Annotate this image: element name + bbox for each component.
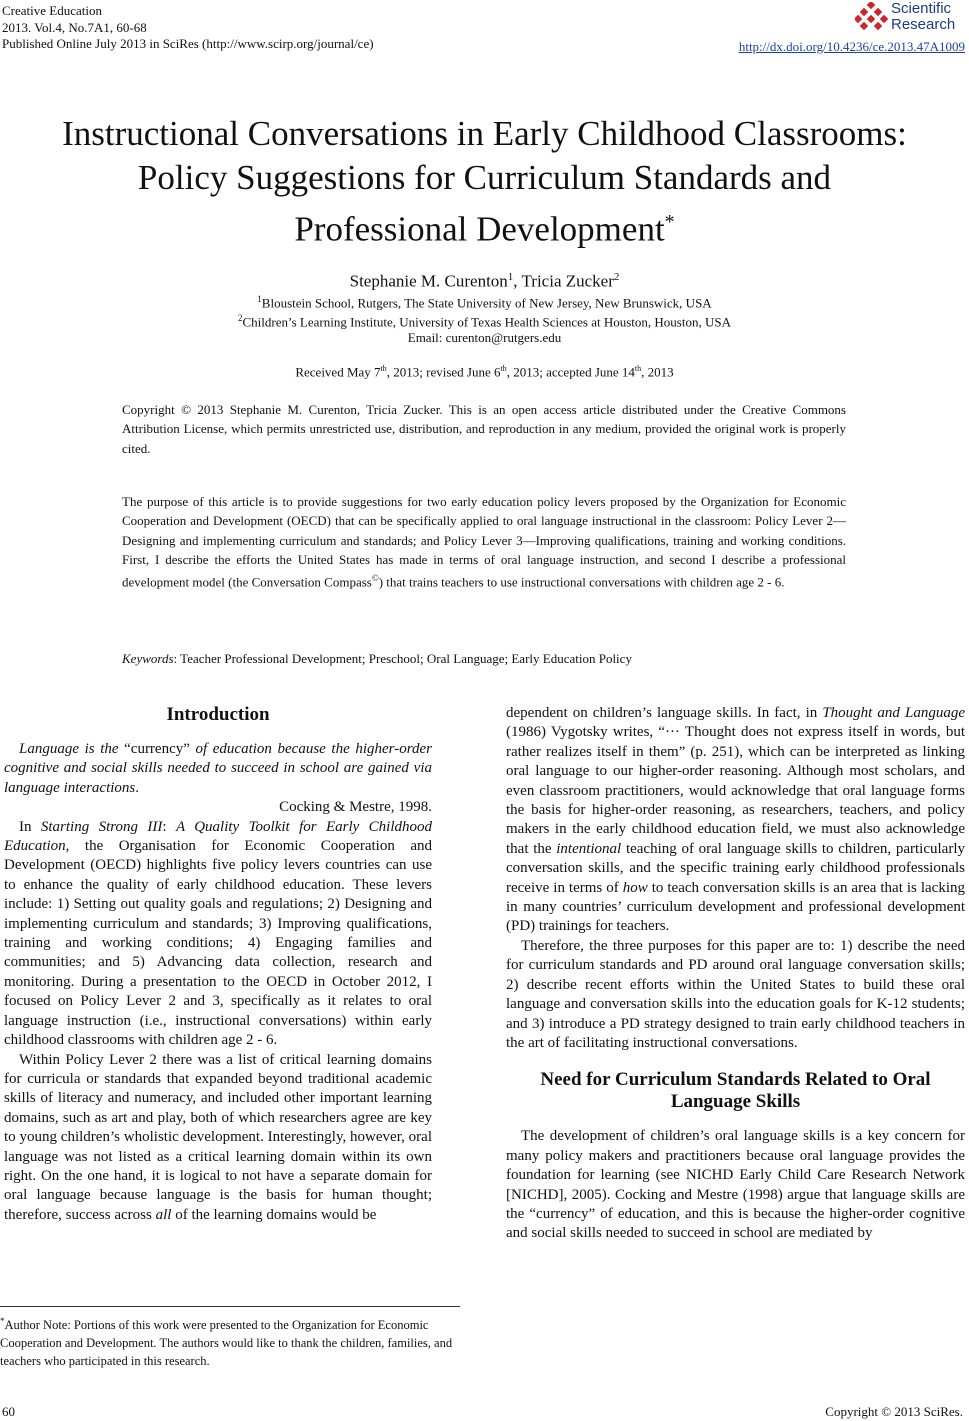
author-separator: , xyxy=(513,271,522,291)
dates-part-4: , 2013 xyxy=(641,364,674,380)
intro-paragraph-1 xyxy=(4,818,432,1051)
title-line-3 xyxy=(0,200,969,252)
dates-part-1: Received May 7 xyxy=(295,364,381,380)
keywords-label: Keywords xyxy=(122,651,174,666)
logo-line-1: Scientific xyxy=(891,0,952,17)
article-title xyxy=(0,112,969,252)
affiliation-2-sup: 2 xyxy=(238,313,243,323)
footnote-text: Author Note: Portions of this work were presented to the Organization for Economic Cooperation and Development. The authors would like to thank the children, families, and teachers who participated in this research. xyxy=(0,1318,453,1369)
logo-line-2: Research xyxy=(891,16,956,33)
epigraph xyxy=(4,740,432,798)
intro-p2-a: Within Policy Lever 2 there was a list of critical learning domains for curricula or standards that expanded beyond traditional academic skills of literacy and numeracy, and included other important learning domains, such as art and play, both of which researchers agree are key to young children’s wholistic development. Interestingly, however, oral language was not listed as a critical learning domain within its own right. On the one hand, it is logical to not have a separate domain for oral language because language is the basis for human thought; therefore, success across xyxy=(4,1051,432,1223)
intro-p1-a: In xyxy=(19,818,41,835)
doi-link[interactable]: http://dx.doi.org/10.4236/ce.2013.47A1009 xyxy=(738,39,965,54)
title-line-2: Policy Suggestions for Curriculum Standards and xyxy=(137,158,832,197)
right-paragraph-1 xyxy=(506,704,965,937)
author-footnote xyxy=(0,1312,460,1370)
epigraph-citation: Cocking & Mestre, 1998. xyxy=(279,799,432,816)
page-number: 60 xyxy=(2,1404,15,1419)
abstract-copyright-mark: © xyxy=(371,573,379,584)
dates-part-3: , 2013; accepted June 14 xyxy=(506,364,635,380)
author-line xyxy=(0,266,969,293)
title-footnote-mark: * xyxy=(664,211,675,233)
right-p1-intentional: intentional xyxy=(556,840,622,857)
intro-heading: Introduction xyxy=(166,704,270,725)
abstract-part-1: The purpose of this article is to provide suggestions for two early education policy levers proposed by the Organization for Economic Cooperation and Development (OECD) that can be specifically applied to oral language instructional in the classroom: Policy Lever 2—Designing and implementing curriculum and standards; and Policy Lever 3—Improving qualifications, training and working conditions. First, I describe the efforts the United States has made in terms of oral language instruction, and second I describe a professional development model (the Conversation Compass xyxy=(122,494,846,590)
right-p1-c: (1986) Vygotsky writes, “··· Thought does not express itself in words, but rather realizes itself in them” (p. 251), which can be interpreted as linking oral language to our higher-order reasoning. Although most scholars, and even classroom practitioners, would acknowledge that oral language forms the basis for higher-order reasoning, as researchers, teachers, and policy makers in the early childhood education field, we must also acknowledge that the xyxy=(506,724,965,857)
journal-header xyxy=(2,3,374,53)
intro-p1-e: , the Organisation for Economic Cooperation and Development (OECD) highlights five policy levers countries can use to enhance the quality of early childhood education. These levers include: 1) Setting out quality goals and regulations; 2) Designing and implementing curriculum and standards; 3) Improving qualifications, training and working conditions; 4) Engaging families and communities; and 5) Advancing data collection, research and monitoring. During a presentation to the OECD in October 2012, I focused on Policy Lever 2 and 3, specifically as it relates to oral language instruction (i.e., instructional conversations) within early childhood classrooms with children age 2 - 6. xyxy=(4,838,432,1049)
journal-name: Creative Education xyxy=(2,3,102,18)
abstract-part-2: ) that trains teachers to use instructional conversations with children age 2 - 6. xyxy=(378,574,785,590)
epigraph-period: . xyxy=(135,779,139,796)
need-heading: Need for Curriculum Standards Related to Oral Language Skills xyxy=(540,1069,931,1113)
title-line-3-text: Professional Development xyxy=(294,209,665,249)
affiliation-1-text: Bloustein School, Rutgers, The State University of New Jersey, New Brunswick, USA xyxy=(261,295,712,311)
author-1: Stephanie M. Curenton xyxy=(349,271,508,291)
dates-sup-1: th xyxy=(380,364,387,373)
author-1-sup: 1 xyxy=(507,271,514,283)
abstract xyxy=(122,492,846,592)
intro-p1-c: : xyxy=(162,818,176,835)
keywords-text: : Teacher Professional Development; Preschool; Oral Language; Early Education Policy xyxy=(173,651,632,666)
affiliation-1-sup: 1 xyxy=(257,294,262,304)
journal-volume: 2013. Vol.4, No.7A1, 60-68 xyxy=(2,19,147,35)
author-2-sup: 2 xyxy=(613,271,620,283)
right-p1-g: to teach conversation skills is an area that is lacking in many countries’ curriculum development and professional development (PD) trainings for teachers. xyxy=(506,879,966,935)
intro-paragraph-2 xyxy=(4,1051,432,1226)
right-p1-e: teaching of oral language skills to children, particularly conversation skills, and the specific training early childhood professionals receive in terms of xyxy=(506,840,965,896)
footnote-rule xyxy=(0,1306,460,1307)
intro-p1-subtitle: A Quality Toolkit for Early Childhood Education xyxy=(4,818,432,855)
affiliation-2-text: Children’s Learning Institute, University of Texas Health Sciences at Houston, Houston, USA xyxy=(242,314,731,330)
keywords xyxy=(122,649,846,668)
dates-sup-3: th xyxy=(634,364,642,373)
right-p1-how: how xyxy=(622,879,648,896)
dates-sup-2: th xyxy=(500,364,507,373)
epigraph-currency: “currency” xyxy=(124,741,190,757)
title-line-1: Instructional Conversations in Early Childhood Classrooms: xyxy=(62,114,907,153)
intro-p2-c: of the learning domains would be xyxy=(171,1206,377,1223)
author-email: Email: curenton@rutgers.edu xyxy=(407,330,562,345)
right-column xyxy=(506,704,965,1244)
published-line: Published Online July 2013 in SciRes (http://www.scirp.org/journal/ce) xyxy=(2,36,374,51)
footer-copyright: Copyright © 2013 SciRes. xyxy=(825,1404,963,1419)
intro-p1-book: Starting Strong III xyxy=(40,818,163,835)
right-p1-book: Thought and Language xyxy=(822,705,966,721)
dates-part-2: , 2013; revised June 6 xyxy=(386,364,501,380)
epigraph-part-1: Language is the xyxy=(19,741,125,757)
scientific-research-logo xyxy=(855,0,965,36)
intro-p2-all: all xyxy=(155,1206,172,1223)
epigraph-part-2: of education because the higher-order cognitive and social skills needed to succeed in school are gained via language interactions xyxy=(4,741,432,796)
received-dates xyxy=(0,364,969,380)
right-p1-a: dependent on children’s language skills. In fact, in xyxy=(506,705,823,721)
left-column xyxy=(4,704,432,1225)
right-paragraph-2: Therefore, the three purposes for this paper are to: 1) describe the need for curriculum standards and PD around oral language conversation skills; 2) describe recent efforts within the United States to build these oral language and conversation skills into the education goals for K-12 students; and 3) introduce a PD strategy designed to train early childhood teachers in the art of facilitating instructional conversations. xyxy=(506,937,965,1051)
logo-diamond-icon xyxy=(855,2,889,34)
logo-text xyxy=(891,1,955,33)
copyright-notice: Copyright © 2013 Stephanie M. Curenton, Tricia Zucker. This is an open access article distributed under the Creative Commons Attribution License, which permits unrestricted use, distribution, and reproduction in any medium, provided the original work is properly cited. xyxy=(122,402,846,456)
right-paragraph-3: The development of children’s oral language skills is a key concern for many policy makers and practitioners because oral language provides the foundation for learning (see NICHD Early Child Care Research Network [NICHD], 2005). Cocking and Mestre (1998) argue that language skills are the “currency” of education, and this is because the higher-order cognitive and social skills needed to succeed in school are mediated by xyxy=(506,1128,965,1242)
footnote-mark: * xyxy=(0,1316,5,1326)
author-2: Tricia Zucker xyxy=(521,271,614,291)
